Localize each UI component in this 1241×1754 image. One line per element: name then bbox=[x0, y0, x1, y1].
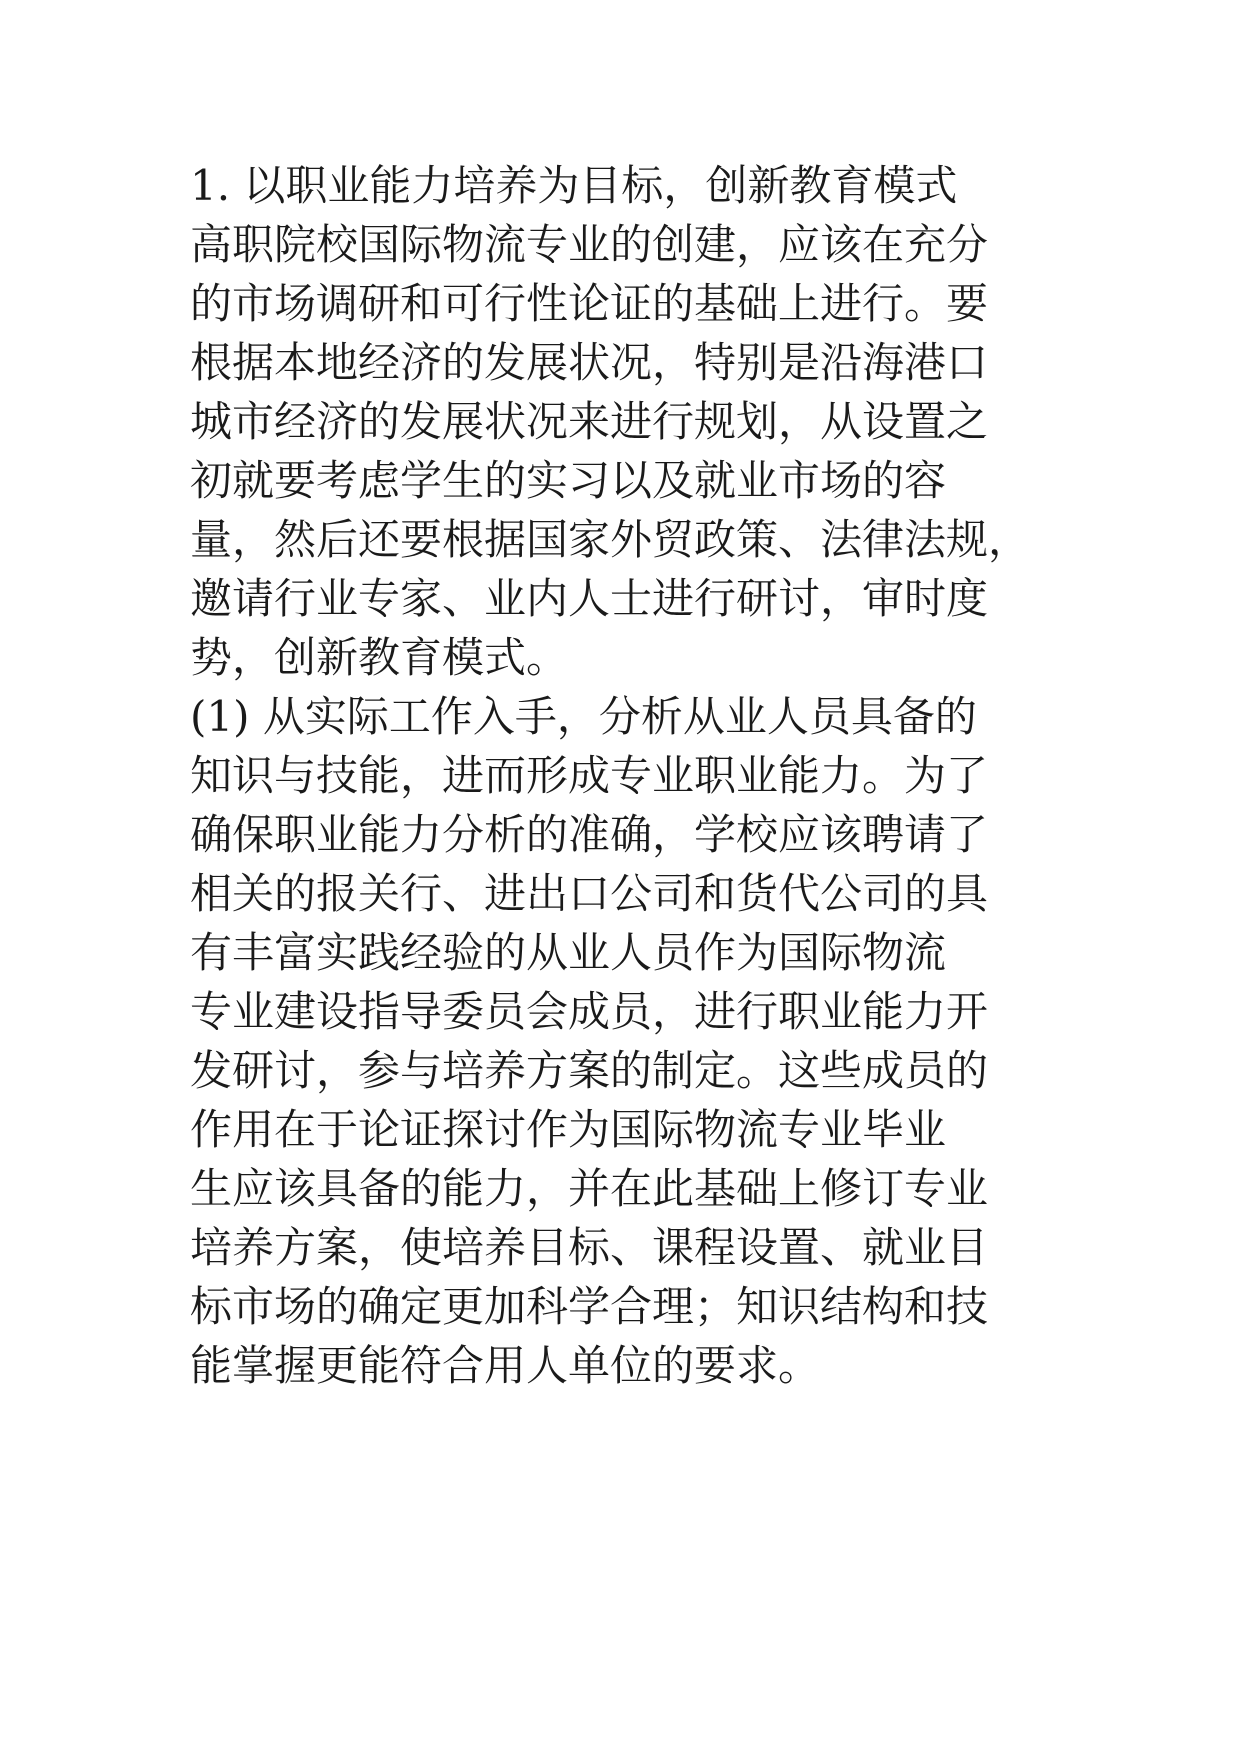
text-line: 知识与技能，进而形成专业职业能力。为了 bbox=[190, 751, 989, 800]
text-line: 势，创新教育模式。 bbox=[190, 633, 569, 682]
text-line: 发研讨，参与培养方案的制定。这些成员的 bbox=[190, 1046, 989, 1095]
text-line: 量，然后还要根据国家外贸政策、法律法规， bbox=[190, 515, 1031, 564]
subheading-line: (1) 从实际工作入手，分析从业人员具备的 bbox=[190, 692, 977, 741]
text-line: 高职院校国际物流专业的创建，应该在充分 bbox=[190, 220, 989, 269]
text-line: 确保职业能力分析的准确，学校应该聘请了 bbox=[190, 810, 989, 859]
text-line: 邀请行业专家、业内人士进行研讨，审时度 bbox=[190, 574, 989, 623]
body-text bbox=[190, 156, 1070, 1395]
text-line: 作用在于论证探讨作为国际物流专业毕业 bbox=[190, 1105, 947, 1154]
text-line: 城市经济的发展状况来进行规划，从设置之 bbox=[190, 397, 989, 446]
text-line: 培养方案，使培养目标、课程设置、就业目 bbox=[190, 1223, 989, 1272]
text-line: 标市场的确定更加科学合理；知识结构和技 bbox=[190, 1282, 989, 1331]
heading-line: 1. 以职业能力培养为目标，创新教育模式 bbox=[190, 161, 958, 210]
text-line: 有丰富实践经验的从业人员作为国际物流 bbox=[190, 928, 947, 977]
text-line: 相关的报关行、进出口公司和货代公司的具 bbox=[190, 869, 989, 918]
text-line: 生应该具备的能力，并在此基础上修订专业 bbox=[190, 1164, 989, 1213]
text-line: 初就要考虑学生的实习以及就业市场的容 bbox=[190, 456, 947, 505]
text-line: 专业建设指导委员会成员，进行职业能力开 bbox=[190, 987, 989, 1036]
text-line: 根据本地经济的发展状况，特别是沿海港口 bbox=[190, 338, 989, 387]
text-line: 能掌握更能符合用人单位的要求。 bbox=[190, 1341, 821, 1390]
text-line: 的市场调研和可行性论证的基础上进行。要 bbox=[190, 279, 989, 328]
